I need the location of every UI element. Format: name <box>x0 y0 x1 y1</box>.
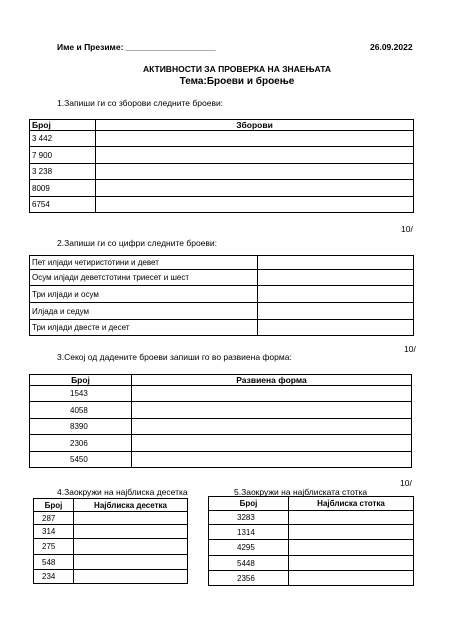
answer-cell[interactable] <box>258 256 414 270</box>
table-row <box>34 525 188 539</box>
task1-instruction: 1.Запиши ги со зборови следните броеви: <box>57 98 224 108</box>
answer-cell[interactable] <box>258 270 414 286</box>
answer-cell[interactable] <box>96 180 414 197</box>
number-cell: 1314 <box>209 525 289 540</box>
number-cell: 7 900 <box>30 147 96 164</box>
number-cell: 8009 <box>30 180 96 197</box>
number-cell: 3283 <box>209 511 289 525</box>
number-cell: 275 <box>34 539 74 555</box>
number-cell: 314 <box>34 525 74 539</box>
table-row <box>30 164 414 180</box>
table-row <box>34 555 188 570</box>
number-cell: 1543 <box>30 386 132 402</box>
task1-table <box>29 119 414 213</box>
task3-col-number: Број <box>30 375 132 386</box>
table-row <box>30 147 414 164</box>
answer-cell[interactable] <box>96 131 414 147</box>
text-cell: Три илјади двесте и десет <box>30 320 258 336</box>
number-cell: 4058 <box>30 402 132 419</box>
answer-cell[interactable] <box>132 452 412 468</box>
task1-score: 10/ <box>401 224 413 234</box>
number-cell: 2306 <box>30 435 132 452</box>
task2-table <box>29 255 414 336</box>
task4-col-number: Број <box>34 499 74 512</box>
task1-col-number: Број <box>30 120 96 131</box>
task3-instruction: 3.Секој од дадените броеви запиши го во развиена форма: <box>57 352 292 362</box>
number-cell: 8390 <box>30 419 132 435</box>
task2-score: 10/ <box>404 344 416 354</box>
page-title: АКТИВНОСТИ ЗА ПРОВЕРКА НА ЗНАЕЊАТА <box>142 64 332 74</box>
task4-instruction: 4.Заокружи на најблиска десетка <box>57 487 188 497</box>
table-row <box>209 556 414 571</box>
number-cell: 5450 <box>30 452 132 468</box>
table-row <box>34 539 188 555</box>
number-cell: 5448 <box>209 556 289 571</box>
answer-cell[interactable] <box>132 386 412 402</box>
answer-cell[interactable] <box>289 525 414 540</box>
answer-cell[interactable] <box>132 419 412 435</box>
table-row <box>30 402 412 419</box>
table-row <box>30 197 414 213</box>
answer-cell[interactable] <box>289 571 414 586</box>
table-row <box>209 511 414 525</box>
table-row <box>30 435 412 452</box>
answer-cell[interactable] <box>258 303 414 320</box>
table-row <box>30 131 414 147</box>
answer-cell[interactable] <box>74 570 188 584</box>
task1-col-words: Зборови <box>96 120 414 131</box>
table-row <box>30 286 414 303</box>
number-cell: 3 442 <box>30 131 96 147</box>
task3-col-expanded: Развиена форма <box>132 375 412 386</box>
task3-score: 10/ <box>400 478 412 488</box>
date: 26.09.2022 <box>370 42 413 52</box>
number-cell: 287 <box>34 512 74 525</box>
table-row <box>209 525 414 540</box>
name-field-label: Име и Презиме: ___________________ <box>57 42 216 52</box>
answer-cell[interactable] <box>289 556 414 571</box>
answer-cell[interactable] <box>96 164 414 180</box>
table-row <box>30 386 412 402</box>
answer-cell[interactable] <box>74 512 188 525</box>
table-row <box>30 419 412 435</box>
task3-table <box>29 374 412 468</box>
answer-cell[interactable] <box>96 147 414 164</box>
answer-cell[interactable] <box>258 286 414 303</box>
answer-cell[interactable] <box>96 197 414 213</box>
table-row <box>30 320 414 336</box>
number-cell: 2356 <box>209 571 289 586</box>
text-cell: Пет илјади четиристотини и девет <box>30 256 258 270</box>
table-row <box>34 570 188 584</box>
answer-cell[interactable] <box>289 511 414 525</box>
answer-cell[interactable] <box>132 435 412 452</box>
number-cell: 3 238 <box>30 164 96 180</box>
number-cell: 234 <box>34 570 74 584</box>
table-row <box>30 452 412 468</box>
table-row <box>30 256 414 270</box>
task5-instruction: 5.Заокружи на најблиската стотка <box>234 487 368 497</box>
task5-col-number: Број <box>209 497 289 511</box>
table-row <box>34 512 188 525</box>
answer-cell[interactable] <box>74 525 188 539</box>
text-cell: Осум илјади деветстотини триесет и шест <box>30 270 258 286</box>
number-cell: 4295 <box>209 540 289 556</box>
task2-instruction: 2.Запиши ги со цифри следните броеви: <box>57 238 218 248</box>
answer-cell[interactable] <box>258 320 414 336</box>
page-subtitle: Тема:Броеви и броење <box>179 76 295 87</box>
text-cell: Илјада и седум <box>30 303 258 320</box>
table-row <box>209 540 414 556</box>
number-cell: 6754 <box>30 197 96 213</box>
table-row <box>30 303 414 320</box>
answer-cell[interactable] <box>74 555 188 570</box>
task4-table <box>33 498 188 584</box>
task5-col-nearest-hundred: Најблиска стотка <box>289 497 414 511</box>
task5-table <box>208 496 414 586</box>
table-row <box>30 270 414 286</box>
answer-cell[interactable] <box>132 402 412 419</box>
text-cell: Три илјади и осум <box>30 286 258 303</box>
number-cell: 548 <box>34 555 74 570</box>
answer-cell[interactable] <box>289 540 414 556</box>
table-row <box>209 571 414 586</box>
answer-cell[interactable] <box>74 539 188 555</box>
table-row <box>30 180 414 197</box>
task4-col-nearest-ten: Најблиска десетка <box>74 499 188 512</box>
